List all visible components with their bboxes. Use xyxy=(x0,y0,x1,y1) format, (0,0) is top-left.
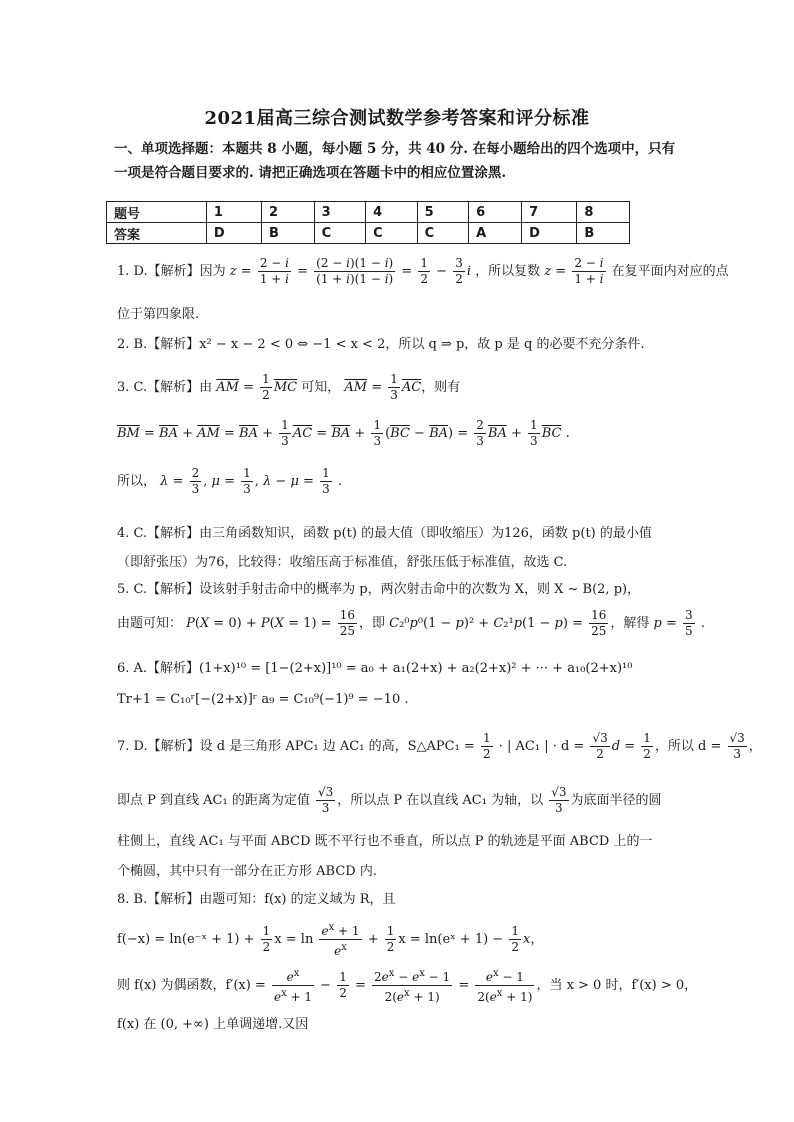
solution-7-line3: 柱侧上，直线 AC₁ 与平面 ABCD 既不平行也不垂直，所以点 P 的轨迹是平面 ABCD 上的一 xyxy=(117,834,653,849)
row-label: 题号 xyxy=(107,202,207,223)
table-cell: 6 xyxy=(469,202,522,223)
table-cell: 5 xyxy=(417,202,469,223)
answer-table xyxy=(106,201,630,244)
solution-5-line2: 由题可知： P(X = 0) + P(X = 1) = $\frac{16}{25}$ ，即 C₂⁰p⁰(1 − p)² + C₂¹p(1 − p) = $\frac{16}{25}$ ，解得 p = $\frac{3}{5}$ . xyxy=(117,608,705,638)
solution-1-line2: 位于第四象限. xyxy=(117,307,200,322)
section-text-line1: 本题共 8 小题，每小题 5 分，共 40 分. 在每小题给出的四个选项中，只有 xyxy=(222,141,676,157)
table-row xyxy=(107,202,630,223)
section-text-line2: 一项是符合题目要求的. 请把正确选项在答题卡中的相应位置涂黑. xyxy=(114,165,507,181)
solution-6-line2: Tr+1 = C₁₀ʳ[−(2+x)]ʳ a₉ = C₁₀⁹(−1)⁹ = −10 . xyxy=(117,692,409,707)
table-cell: B xyxy=(577,223,630,244)
solution-7-line4: 个椭圆，其中只有一部分在正方形 ABCD 内. xyxy=(117,864,377,879)
table-cell: 8 xyxy=(577,202,630,223)
table-cell: C xyxy=(417,223,469,244)
section-heading: 一、单项选择题： xyxy=(114,141,222,157)
solution-6-line1: 6. A.【解析】(1+x)¹⁰ = [1−(2+x)]¹⁰ = a₀ + a₁(2+x) + a₂(2+x)² + ··· + a₁₀(2+x)¹⁰ xyxy=(117,661,633,676)
table-cell: 4 xyxy=(366,202,418,223)
solution-7-line1: 7. D.【解析】设 d 是三角形 APC₁ 边 AC₁ 的高，S△APC₁ = $\frac{1}{2}$ · | AC₁ | · d = $\frac{√3}{2}$ d = $\frac{1}{2}$ ，所以 d = $\frac{√3}{3}$ ， xyxy=(117,731,762,761)
row-label: 答案 xyxy=(107,223,207,244)
solution-7-line2: 即点 P 到直线 AC₁ 的距离为定值 $\frac{√3}{3}$ ，所以点 P 在以直线 AC₁ 为轴，以 $\frac{√3}{3}$ 为底面半径的圆 xyxy=(117,785,662,815)
table-cell: C xyxy=(366,223,418,244)
solution-1-line1: 1. D.【解析】因为 z = $\frac{2 - i}{1 + i}$ = $\frac{(2 - i)(1 - i)}{(1 + i)(1 - i)}$ = $\frac{1}{2}$ − $\frac{3}{2}$ i ，所以复数 z = $\frac{2 - i}{1 + i}$ 在复平面内对应的点 xyxy=(117,256,729,286)
section-instructions xyxy=(114,137,694,185)
table-cell: 3 xyxy=(314,202,366,223)
table-cell: 7 xyxy=(522,202,577,223)
solution-8-line2: f(−x) = ln(e⁻ˣ + 1) + $\frac{1}{2}$ x = ln $\frac{e^x + 1}{e^x}$ + $\frac{1}{2}$ x = ln(eˣ + 1) − $\frac{1}{2}$ x， xyxy=(117,922,544,958)
solution-4-line1: 4. C.【解析】由三角函数知识，函数 p(t) 的最大值（即收缩压）为126，函数 p(t) 的最小值 xyxy=(117,526,652,541)
table-cell: B xyxy=(262,223,315,244)
solution-8-line1: 8. B.【解析】由题可知：f(x) 的定义域为 R，且 xyxy=(117,892,396,907)
solution-8-line3: 则 f(x) 为偶函数，f′(x) = $\frac{e^x}{e^x + 1}$ − $\frac{1}{2}$ = $\frac{2e^x - e^x - 1}{2(e^x + 1)}$ = $\frac{e^x - 1}{2(e^x + 1)}$ ，当 x > 0 时，f′(x) > 0， xyxy=(117,968,698,1004)
solution-3-line2: $\overline{BM} = \overline{BA} + \overline{AM} = \overline{BA}$ + $\frac{1}{3}$ $\overline{AC} = \overline{BA}$ + $\frac{1}{3}$ $(\overline{BC} - \overline{BA})$ = $\frac{2}{3}$ $\overline{BA}$ + $\frac{1}{3}$ $\overline{BC}$ . xyxy=(117,418,570,448)
table-cell: D xyxy=(206,223,261,244)
table-cell: C xyxy=(314,223,366,244)
solution-2: 2. B.【解析】x² − x − 2 < 0 ⇔ −1 < x < 2，所以 q ⇒ p，故 p 是 q 的必要不充分条件. xyxy=(117,337,645,352)
table-cell: A xyxy=(469,223,522,244)
page-title: 2021届高三综合测试数学参考答案和评分标准 xyxy=(204,108,590,129)
table-cell: 2 xyxy=(262,202,315,223)
table-cell: 1 xyxy=(206,202,261,223)
solution-5-line1: 5. C.【解析】设该射手射击命中的概率为 p，两次射击命中的次数为 X，则 X ~ B(2, p)， xyxy=(117,582,641,597)
table-row xyxy=(107,223,630,244)
table-cell: D xyxy=(522,223,577,244)
solution-3-line1: 3. C.【解析】由 $\overline{AM}$ = $\frac{1}{2}$ $\overline{MC}$ 可知， $\overline{AM}$ = $\frac{1}{3}$ $\overline{AC}$，则有 xyxy=(117,372,461,402)
solution-3-line3: 所以， λ = $\frac{2}{3}$ , μ = $\frac{1}{3}$ , λ − μ = $\frac{1}{3}$ . xyxy=(117,466,342,496)
solution-8-line4: f(x) 在 (0, +∞) 上单调递增.又因 xyxy=(117,1017,309,1032)
solution-4-line2: （即舒张压）为76，比较得：收缩压高于标准值，舒张压低于标准值，故选 C. xyxy=(117,555,568,570)
